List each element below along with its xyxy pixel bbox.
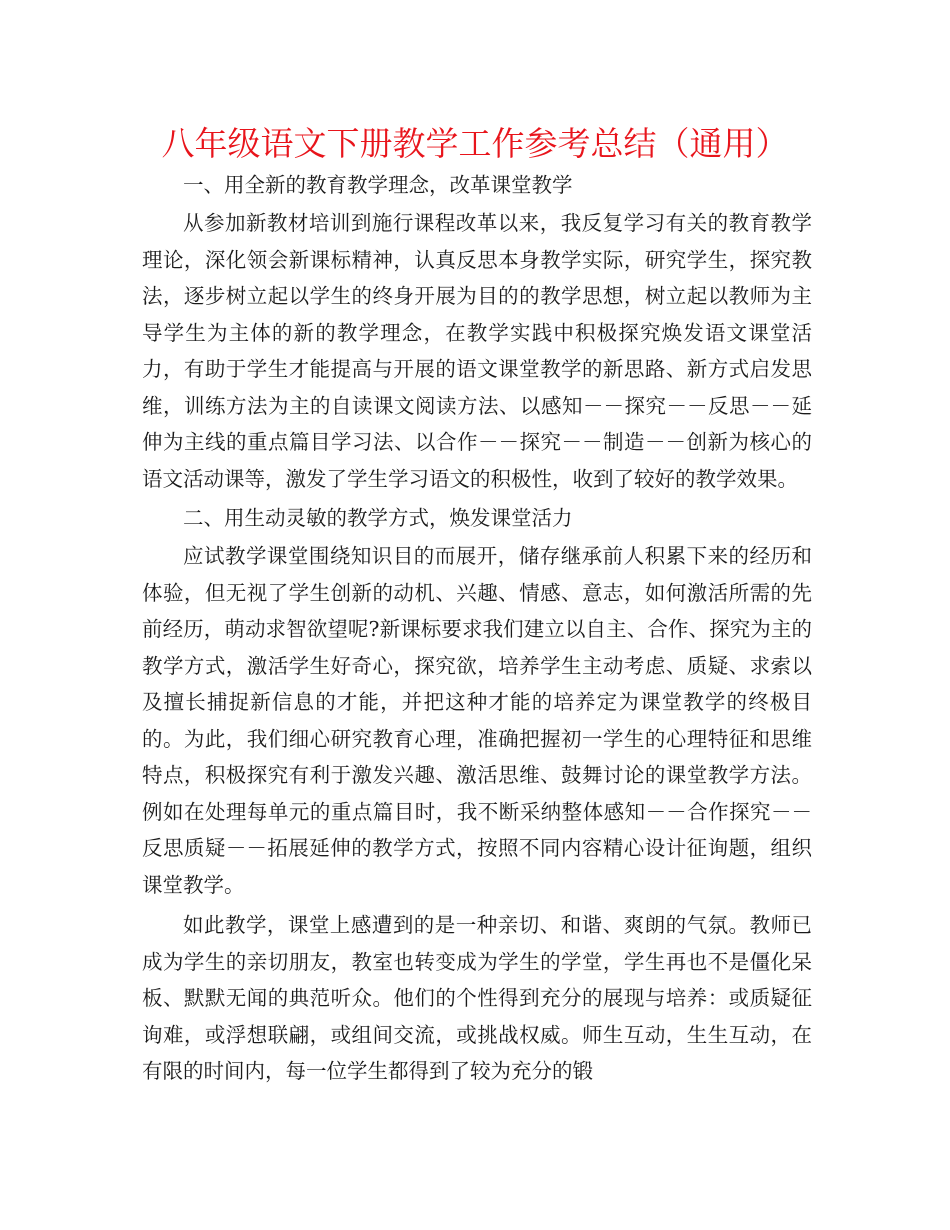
section-2-paragraph-2: 如此教学，课堂上感遭到的是一种亲切、和谐、爽朗的气氛。教师已成为学生的亲切朋友，教室也转变成为学生的学堂，学生再也不是僵化呆板、默默无闻的典范听众。他们的个性得到充分的展现与培养：或质疑征询难，或浮想联翩，或组间交流，或挑战权威。师生互动，生生互动，在有限的时间内，每一位学生都得到了较为充分的锻 — [142, 913, 812, 1083]
section-2-paragraph-1: 应试教学课堂围绕知识目的而展开，储存继承前人积累下来的经历和体验，但无视了学生创新的动机、兴趣、情感、意志，如何激活所需的先前经历，萌动求智欲望呢?新课标要求我们建立以自主、合作、探究为主的教学方式，激活学生好奇心，探究欲，培养学生主动考虑、质疑、求索以及擅长捕捉新信息的才能，并把这种才能的培养定为课堂教学的终极目的。为此，我们细心研究教育心理，准确把握初一学生的心理特征和思维特点，积极探究有利于激发兴趣、激活思维、鼓舞讨论的课堂教学方法。例如在处理每单元的重点篇目时，我不断采纳整体感知－－合作探究－－反思质疑－－拓展延伸的教学方式，按照不同内容精心设计征询题，组织课堂教学。 — [142, 544, 812, 897]
section-heading-1: 一、用全新的教育教学理念，改革课堂教学 — [183, 173, 573, 197]
section-heading-2: 二、用生动灵敏的教学方式，焕发课堂活力 — [183, 506, 573, 530]
document-title: 八年级语文下册教学工作参考总结（通用） — [161, 124, 789, 163]
document-body — [142, 168, 812, 1090]
section-1-paragraph-1: 从参加新教材培训到施行课程改革以来，我反复学习有关的教育教学理论，深化领会新课标精神，认真反思本身教学实际，研究学生，探究教法，逐步树立起以学生的终身开展为目的的教学思想，树立起以教师为主导学生为主体的新的教学理念，在教学实践中积极探究焕发语文课堂活力，有助于学生才能提高与开展的语文课堂教学的新思路、新方式启发思维，训练方法为主的自读课文阅读方法、以感知－－探究－－反思－－延伸为主线的重点篇目学习法、以合作－－探究－－制造－－创新为核心的语文活动课等，激发了学生学习语文的积极性，收到了较好的教学效果。 — [142, 211, 812, 491]
